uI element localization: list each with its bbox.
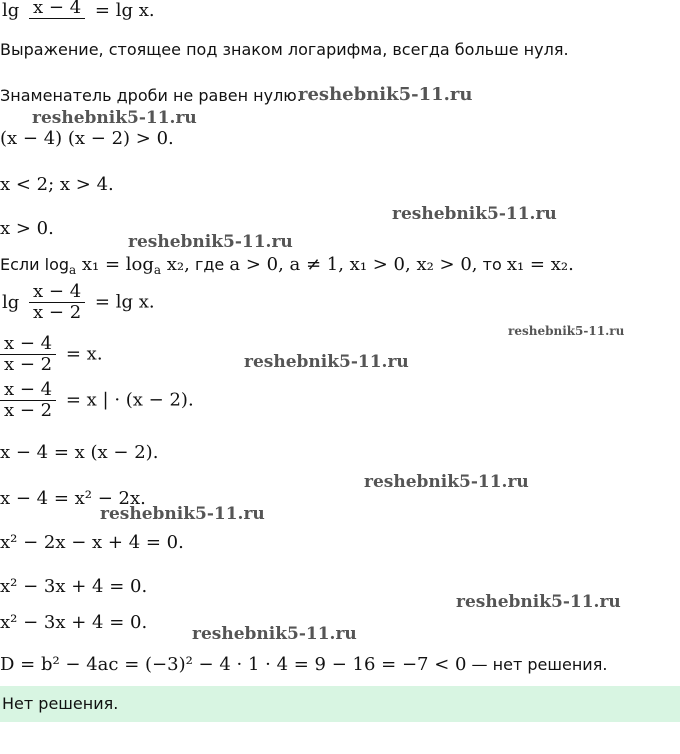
if-text: Если log: [0, 255, 70, 274]
watermark: reshebnik5-11.ru: [32, 108, 197, 128]
then-text: то: [477, 255, 507, 274]
log-base-2: a: [153, 263, 162, 278]
numerator: x − 4: [29, 0, 85, 19]
discriminant-formula: D = b² − 4ac = (−3)² − 4 · 1 · 4 = 9 − 16 = −7 < 0: [0, 654, 467, 675]
watermark: reshebnik5-11.ru: [298, 84, 473, 105]
answer-text: Нет решения.: [2, 694, 119, 713]
conclusion: x₁ = x₂.: [506, 254, 574, 275]
watermark: reshebnik5-11.ru: [364, 472, 529, 492]
watermark: reshebnik5-11.ru: [128, 232, 293, 252]
numerator: x − 4: [0, 334, 56, 355]
equation-rhs: = lg x.: [94, 291, 155, 313]
lg-label: lg: [2, 291, 20, 313]
watermark: reshebnik5-11.ru: [100, 504, 265, 524]
inequality-product: (x − 4) (x − 2) > 0.: [0, 128, 174, 149]
answer-box: [0, 686, 680, 722]
log-arg-2: x₂,: [161, 254, 190, 275]
denominator: x − 2: [33, 302, 82, 323]
equation-line-8: [0, 282, 155, 323]
text-line-denominator: Знаменатель дроби не равен нулю.: [0, 86, 302, 105]
log-base: a: [69, 263, 77, 278]
watermark: reshebnik5-11.ru: [456, 592, 621, 612]
quadratic-step-1: x − 4 = x² − 2x.: [0, 488, 146, 509]
no-solution-text: — нет решения.: [466, 655, 608, 674]
numerator: x − 4: [0, 380, 56, 401]
quadratic-step-2: x² − 2x − x + 4 = 0.: [0, 532, 184, 553]
where-text: где: [189, 255, 230, 274]
watermark: reshebnik5-11.ru: [192, 624, 357, 644]
fraction: [29, 0, 85, 24]
quadratic-step-3: x² − 3x + 4 = 0.: [0, 576, 148, 597]
equation-rhs: = x | · (x − 2).: [65, 389, 194, 411]
expanded-equation: x − 4 = x (x − 2).: [0, 442, 159, 463]
equation-line-10: [0, 380, 194, 421]
equation-rhs: = x.: [65, 343, 103, 365]
numerator: x − 4: [29, 282, 85, 303]
quadratic-step-4: x² − 3x + 4 = 0.: [0, 612, 148, 633]
fraction: [29, 282, 85, 323]
denominator: x − 2: [4, 354, 53, 375]
discriminant-line: [0, 654, 607, 675]
log-eq: x₁ = log: [76, 254, 154, 275]
fraction: [0, 334, 56, 375]
denominator: x − 2: [4, 400, 53, 421]
text-line-positive: Выражение, стоящее под знаком логарифма, всегда больше нуля.: [0, 40, 569, 59]
conditions: a > 0, a ≠ 1, x₁ > 0, x₂ > 0,: [229, 254, 478, 275]
equation-rhs: = lg x.: [94, 0, 155, 21]
fraction: [0, 380, 56, 421]
watermark: reshebnik5-11.ru: [392, 204, 557, 224]
domain-x-positive: x > 0.: [0, 218, 54, 239]
equation-line-1: [0, 0, 155, 24]
interval-solution: x < 2; x > 4.: [0, 174, 114, 195]
equation-line-9: [0, 334, 103, 375]
lg-label: lg: [2, 0, 20, 21]
watermark: reshebnik5-11.ru: [244, 352, 409, 372]
log-property-line: [0, 254, 574, 277]
watermark: reshebnik5-11.ru: [508, 324, 625, 338]
